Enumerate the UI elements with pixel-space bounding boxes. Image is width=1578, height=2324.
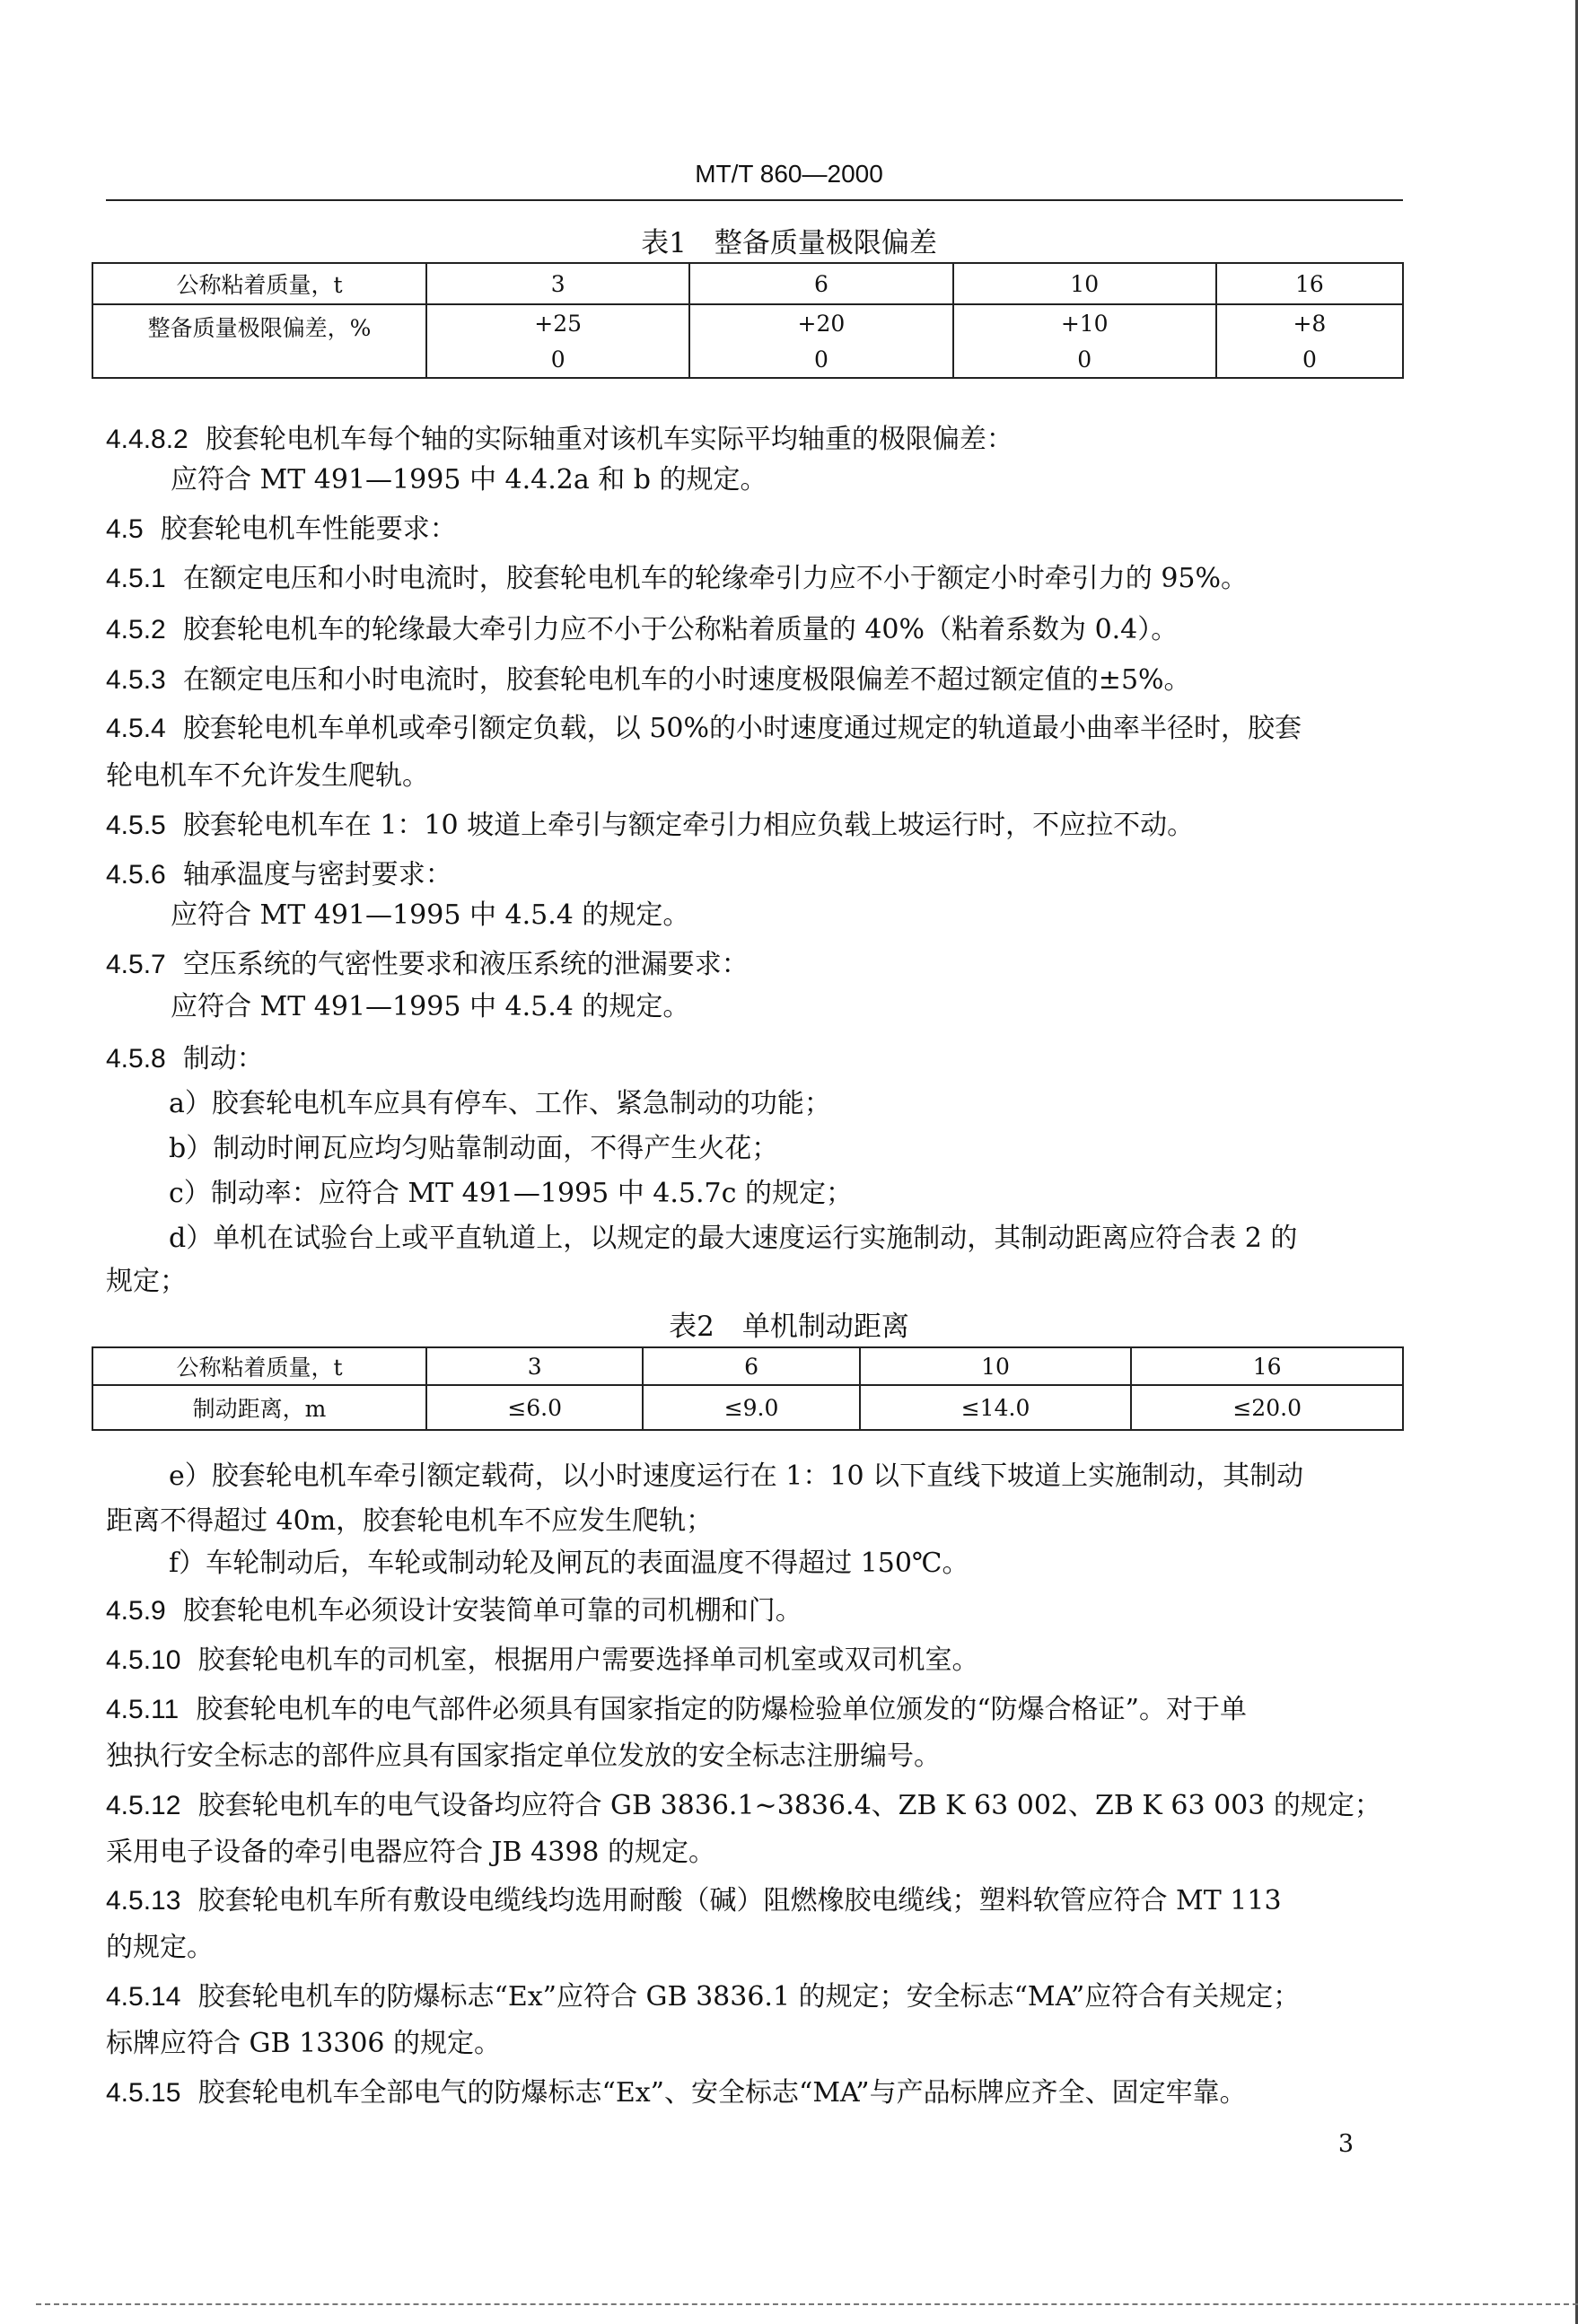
clause-text: 空压系统的气密性要求和液压系统的泄漏要求： <box>182 949 749 980</box>
clause-number: 4.5.6 <box>106 860 166 890</box>
clause-text: 在额定电压和小时电流时，胶套轮电机车的轮缘牵引力应不小于额定小时牵引力的 95%。 <box>182 563 1249 594</box>
clause-continuation: 应符合 MT 491—1995 中 4.5.4 的规定。 <box>171 899 690 931</box>
clause-text: 在额定电压和小时电流时，胶套轮电机车的小时速度极限偏差不超过额定值的±5%。 <box>182 664 1191 696</box>
table1 <box>92 262 1404 379</box>
list-item-c: c）制动率：应符合 MT 491—1995 中 4.5.7c 的规定； <box>169 1178 853 1209</box>
table1-row2-label: 整备质量极限偏差，% <box>92 304 426 378</box>
clause-continuation: 轮电机车不允许发生爬轨。 <box>106 760 429 792</box>
clause-number: 4.5.10 <box>106 1645 181 1675</box>
clause-text: 胶套轮电机车全部电气的防爆标志“Ex”、安全标志“MA”与产品标牌应齐全、固定牢靠。 <box>197 2077 1247 2109</box>
clause-number: 4.5.1 <box>106 564 166 593</box>
clause-4-5-8 <box>106 1041 264 1077</box>
table2-row2-label: 制动距离，m <box>92 1385 426 1430</box>
clause-4-5-10 <box>106 1643 979 1679</box>
clause-text: 胶套轮电机车的电气设备均应符合 GB 3836.1~3836.4、ZB K 63 002、ZB K 63 003 的规定； <box>197 1790 1381 1821</box>
table1-row1-label: 公称粘着质量，t <box>92 263 426 304</box>
clause-text: 胶套轮电机车在 1：10 坡道上牵引与额定牵引力相应负载上坡运行时，不应拉不动。 <box>182 810 1195 841</box>
clause-number: 4.5.7 <box>106 950 166 979</box>
list-item-continuation: 距离不得超过 40m，胶套轮电机车不应发生爬轨； <box>106 1505 714 1537</box>
table1-caption: 表1 整备质量极限偏差 <box>641 227 937 259</box>
clause-number: 4.5.9 <box>106 1596 166 1626</box>
table2-caption: 表2 单机制动距离 <box>669 1311 909 1343</box>
clause-4-5-6 <box>106 857 452 893</box>
clause-text: 胶套轮电机车性能要求： <box>160 513 457 545</box>
clause-text: 胶套轮电机车的电气部件必须具有国家指定的防爆检验单位颁发的“防爆合格证”。对于单 <box>196 1694 1247 1725</box>
clause-continuation: 的规定。 <box>106 1932 214 1963</box>
clause-text: 胶套轮电机车所有敷设电缆线均选用耐酸（碱）阻燃橡胶电缆线；塑料软管应符合 MT 113 <box>197 1885 1282 1916</box>
header-rule <box>106 199 1403 201</box>
clause-4-5-4 <box>106 711 1302 747</box>
clause-number: 4.5.8 <box>106 1044 166 1074</box>
table2-distance: ≤14.0 <box>860 1385 1132 1430</box>
table1-lower: 0 <box>953 342 1216 378</box>
table1-row-upper <box>92 304 1403 342</box>
clause-number: 4.5.4 <box>106 714 166 743</box>
clause-number: 4.5.14 <box>106 1982 181 2012</box>
clause-4-4-8-2 <box>106 422 1013 458</box>
table2-mass: 6 <box>643 1347 859 1385</box>
clause-4-5-7 <box>106 947 749 983</box>
clause-continuation: 应符合 MT 491—1995 中 4.5.4 的规定。 <box>171 991 690 1022</box>
clause-number: 4.5.3 <box>106 665 166 695</box>
clause-4-5-3 <box>106 662 1191 698</box>
table2 <box>92 1346 1404 1431</box>
clause-text: 制动： <box>182 1043 264 1074</box>
clause-number: 4.5 <box>106 514 144 544</box>
clause-continuation: 标牌应符合 GB 13306 的规定。 <box>106 2028 502 2059</box>
list-item-b: b）制动时闸瓦应均匀贴靠制动面，不得产生火花； <box>169 1133 779 1164</box>
clause-4-5-11 <box>106 1692 1247 1728</box>
table1-row-mass <box>92 263 1403 304</box>
table2-row-mass <box>92 1347 1403 1385</box>
list-item-f: f）车轮制动后，车轮或制动轮及闸瓦的表面温度不得超过 150℃。 <box>169 1548 969 1579</box>
clause-text: 轴承温度与密封要求： <box>182 859 452 890</box>
table1-mass: 6 <box>689 263 952 304</box>
table2-mass: 3 <box>426 1347 643 1385</box>
clause-continuation: 独执行安全标志的部件应具有国家指定单位发放的安全标志注册编号。 <box>106 1741 941 1772</box>
table2-row-distance <box>92 1385 1403 1430</box>
clause-4-5-14 <box>106 1979 1300 2015</box>
clause-number: 4.4.8.2 <box>106 425 188 454</box>
table2-distance: ≤20.0 <box>1131 1385 1403 1430</box>
clause-4-5 <box>106 512 457 548</box>
clause-4-5-13 <box>106 1883 1282 1919</box>
clause-number: 4.5.2 <box>106 615 166 645</box>
clause-4-5-9 <box>106 1593 802 1629</box>
table2-mass: 16 <box>1131 1347 1403 1385</box>
table2-distance: ≤6.0 <box>426 1385 643 1430</box>
table1-lower: 0 <box>1216 342 1403 378</box>
table1-upper: +10 <box>953 304 1216 342</box>
clause-continuation: 采用电子设备的牵引电器应符合 JB 4398 的规定。 <box>106 1837 716 1868</box>
clause-continuation: 应符合 MT 491—1995 中 4.4.2a 和 b 的规定。 <box>171 464 767 495</box>
table1-upper: +25 <box>426 304 689 342</box>
table1-mass: 10 <box>953 263 1216 304</box>
table1-mass: 3 <box>426 263 689 304</box>
clause-number: 4.5.5 <box>106 811 166 840</box>
standard-number: MT/T 860—2000 <box>695 160 883 188</box>
table2-distance: ≤9.0 <box>643 1385 859 1430</box>
clause-number: 4.5.15 <box>106 2078 181 2108</box>
clause-number: 4.5.12 <box>106 1791 181 1820</box>
clause-text: 胶套轮电机车的防爆标志“Ex”应符合 GB 3836.1 的规定；安全标志“MA”应符合有关规定； <box>197 1981 1301 2013</box>
table1-upper: +8 <box>1216 304 1403 342</box>
clause-number: 4.5.11 <box>106 1695 180 1724</box>
table1-lower: 0 <box>426 342 689 378</box>
clause-text: 胶套轮电机车必须设计安装简单可靠的司机棚和门。 <box>182 1595 802 1627</box>
table2-mass: 10 <box>860 1347 1132 1385</box>
list-item-d: d）单机在试验台上或平直轨道上，以规定的最大速度运行实施制动，其制动距离应符合表 2 的 <box>169 1223 1298 1254</box>
clause-4-5-12 <box>106 1788 1381 1824</box>
clause-text: 胶套轮电机车的轮缘最大牵引力应不小于公称粘着质量的 40%（粘着系数为 0.4）。 <box>182 614 1179 645</box>
clause-text: 胶套轮电机车每个轴的实际轴重对该机车实际平均轴重的极限偏差： <box>205 424 1013 455</box>
clause-text: 胶套轮电机车单机或牵引额定负载，以 50%的小时速度通过规定的轨道最小曲率半径时，胶套 <box>182 713 1302 744</box>
clause-4-5-1 <box>106 561 1248 597</box>
table1-lower: 0 <box>689 342 952 378</box>
table1-mass: 16 <box>1216 263 1403 304</box>
scan-bottom-edge <box>36 2303 1578 2305</box>
table2-row1-label: 公称粘着质量，t <box>92 1347 426 1385</box>
page-number: 3 <box>1337 2130 1354 2158</box>
list-item-a: a）胶套轮电机车应具有停车、工作、紧急制动的功能； <box>169 1088 831 1119</box>
list-item-continuation: 规定； <box>106 1266 187 1297</box>
table1-upper: +20 <box>689 304 952 342</box>
clause-4-5-5 <box>106 808 1194 844</box>
clause-text: 胶套轮电机车的司机室，根据用户需要选择单司机室或双司机室。 <box>197 1644 979 1676</box>
clause-4-5-2 <box>106 612 1178 648</box>
list-item-e: e）胶套轮电机车牵引额定载荷，以小时速度运行在 1：10 以下直线下坡道上实施制动，其制动 <box>169 1460 1304 1492</box>
clause-number: 4.5.13 <box>106 1886 181 1916</box>
clause-4-5-15 <box>106 2075 1247 2111</box>
